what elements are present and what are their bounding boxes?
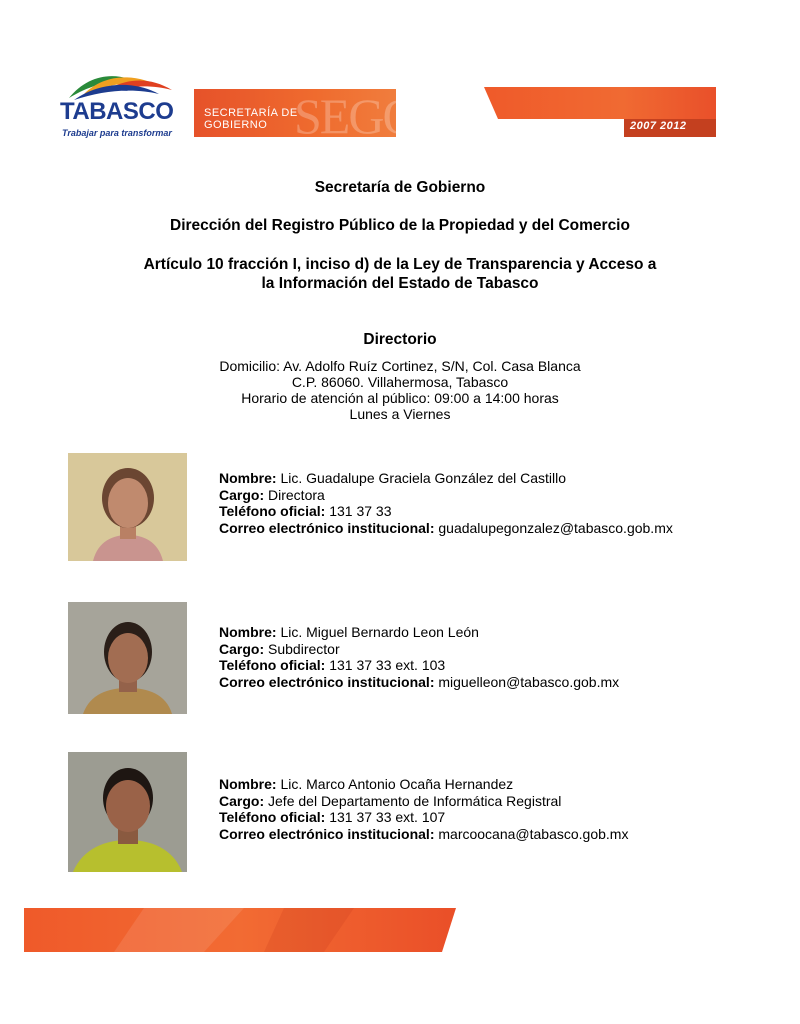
person-email: marcoocana@tabasco.gob.mx: [438, 825, 629, 842]
person-info-2: [219, 624, 619, 690]
segob-line-2: GOBIERNO: [204, 119, 268, 131]
person-name-row: [219, 470, 673, 487]
title-directorio: Directorio: [363, 331, 437, 348]
person-info-3: [219, 776, 628, 842]
person-email: guadalupegonzalez@tabasco.gob.mx: [438, 519, 673, 536]
telefono-label: Teléfono oficial:: [219, 657, 326, 673]
footer-stripe-graphic: [24, 908, 456, 952]
title-articulo-line-2: la Información del Estado de Tabasco: [261, 275, 539, 292]
address-line-2: C.P. 86060. Villahermosa, Tabasco: [291, 374, 509, 390]
segob-line-1: SECRETARÍA DE: [204, 107, 298, 119]
nombre-label: Nombre:: [219, 624, 277, 640]
person-cargo-row: [219, 793, 628, 810]
person-photo-2: [68, 602, 187, 714]
person-phone: 131 37 33 ext. 103: [329, 657, 446, 673]
years-banner: [484, 87, 716, 137]
person-phone: 131 37 33: [329, 503, 392, 519]
title-secretaria: Secretaría de Gobierno: [314, 179, 486, 196]
telefono-label: Teléfono oficial:: [219, 809, 326, 825]
nombre-label: Nombre:: [219, 776, 277, 792]
address-line-1: Domicilio: Av. Adolfo Ruíz Cortinez, S/N, Col. Casa Blanca: [219, 358, 581, 374]
person-cargo: Directora: [268, 486, 325, 503]
person-cargo-row: [219, 641, 619, 658]
segob-banner: [194, 88, 448, 144]
correo-label: Correo electrónico institucional:: [219, 825, 435, 842]
person-cargo: Jefe del Departamento de Informática Registral: [268, 792, 562, 809]
person-cargo: Subdirector: [268, 640, 340, 657]
person-phone: 131 37 33 ext. 107: [329, 809, 446, 825]
title-direccion: Dirección del Registro Público de la Propiedad y del Comercio: [170, 217, 630, 234]
person-photo-3: [68, 752, 187, 872]
person-name-row: [219, 624, 619, 641]
tabasco-swoosh-icon: [64, 68, 174, 102]
person-email: miguelleon@tabasco.gob.mx: [438, 673, 620, 690]
person-photo-1: [68, 453, 187, 561]
title-articulo-line-1: Artículo 10 fracción I, inciso d) de la Ley de Transparencia y Acceso a: [143, 256, 657, 273]
person-info-1: [219, 470, 673, 536]
tabasco-slogan: Trabajar para transformar: [62, 128, 172, 138]
telefono-label: Teléfono oficial:: [219, 503, 326, 519]
address-line-3: Horario de atención al público: 09:00 a 14:00 horas: [241, 390, 559, 406]
person-email-row: [219, 826, 628, 843]
segob-watermark: SEGOB: [294, 88, 448, 144]
person-phone-row: [219, 503, 673, 520]
cargo-label: Cargo:: [219, 792, 265, 809]
footer-stripe: [24, 908, 456, 952]
person-name: Lic. Miguel Bernardo Leon León: [280, 624, 479, 640]
person-email-row: [219, 520, 673, 537]
segob-label: [204, 107, 298, 131]
tabasco-logo: [60, 64, 185, 142]
tabasco-wordmark: TABASCO: [60, 98, 174, 125]
person-email-row: [219, 674, 619, 691]
person-name-row: [219, 776, 628, 793]
correo-label: Correo electrónico institucional:: [219, 519, 435, 536]
person-name: Lic. Guadalupe Graciela González del Castillo: [280, 470, 567, 486]
person-phone-row: [219, 657, 619, 674]
person-cargo-row: [219, 487, 673, 504]
person-phone-row: [219, 809, 628, 826]
cargo-label: Cargo:: [219, 486, 265, 503]
person-name: Lic. Marco Antonio Ocaña Hernandez: [280, 776, 514, 792]
correo-label: Correo electrónico institucional:: [219, 673, 435, 690]
address-line-4: Lunes a Viernes: [349, 406, 451, 422]
nombre-label: Nombre:: [219, 470, 277, 486]
cargo-label: Cargo:: [219, 640, 265, 657]
years-label: 2007 2012: [630, 120, 687, 132]
